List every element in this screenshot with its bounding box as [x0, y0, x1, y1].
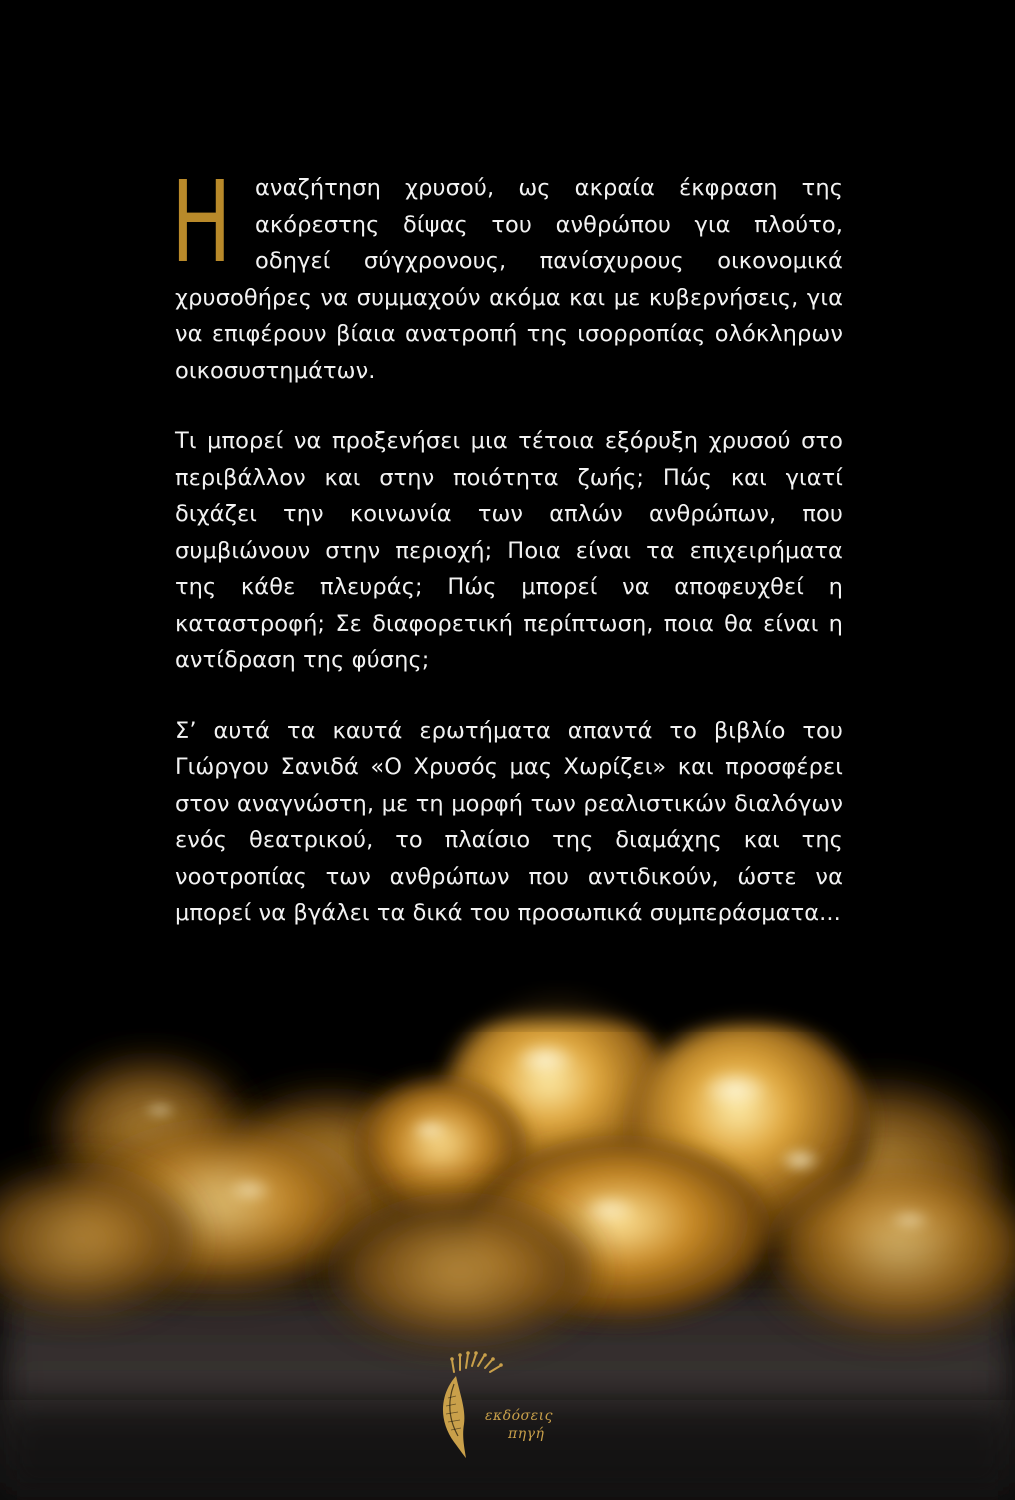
- blurb-text: [171, 158, 843, 966]
- paragraph-1-text: αναζήτηση χρυσού, ως ακραία έκφραση της ακόρεστης δίψας του ανθρώπου για πλούτο, οδηγεί σύγχρονους, πανίσχυρους οικονομικά χρυσοθήρες να συμμαχούν ακόμα και με κυβερνήσεις, για να επιφέρουν βίαια ανατροπή της ισορροπίας ολόκληρων οικοσυστημάτων.: [175, 175, 843, 384]
- feather-quill-icon: [430, 1350, 510, 1460]
- publisher-logo: [422, 1350, 572, 1460]
- drop-cap-letter: Η: [171, 158, 232, 288]
- blurb-paragraph-2: Τι μπορεί να προξενήσει μια τέτοια εξόρυξη χρυσού στο περιβάλλον και στην ποιότητα ζωής; Πώς και γιατί διχάζει την κοινωνία των απλών ανθρώπων, που συμβιώνουν στην περιοχή; Ποια είναι τα επιχειρήματα της κάθε πλευράς; Πώς μπορεί να αποφευχθεί η καταστροφή; Σε διαφορετική περίπτωση, ποια θα είναι η αντίδραση της φύσης;: [175, 428, 843, 673]
- publisher-name-line1: εκδόσεις: [485, 1408, 553, 1424]
- publisher-name-line2: πηγή: [508, 1426, 545, 1442]
- blurb-paragraph-3: Σ’ αυτά τα καυτά ερωτήματα απαντά το βιβλίο του Γιώργου Σανιδά «Ο Χρυσός μας Χωρίζει» και προσφέρει στον αναγνώστη, με τη μορφή των ρεαλιστικών διαλόγων ενός θεατρικού, το πλαίσιο της διαμάχης και της νοοτροπίας των ανθρώπων που αντιδικούν, ώστε να μπορεί να βγάλει τα δικά του προσωπικά συμπεράσματα...: [175, 717, 843, 926]
- blurb-paragraph-1: [171, 158, 843, 389]
